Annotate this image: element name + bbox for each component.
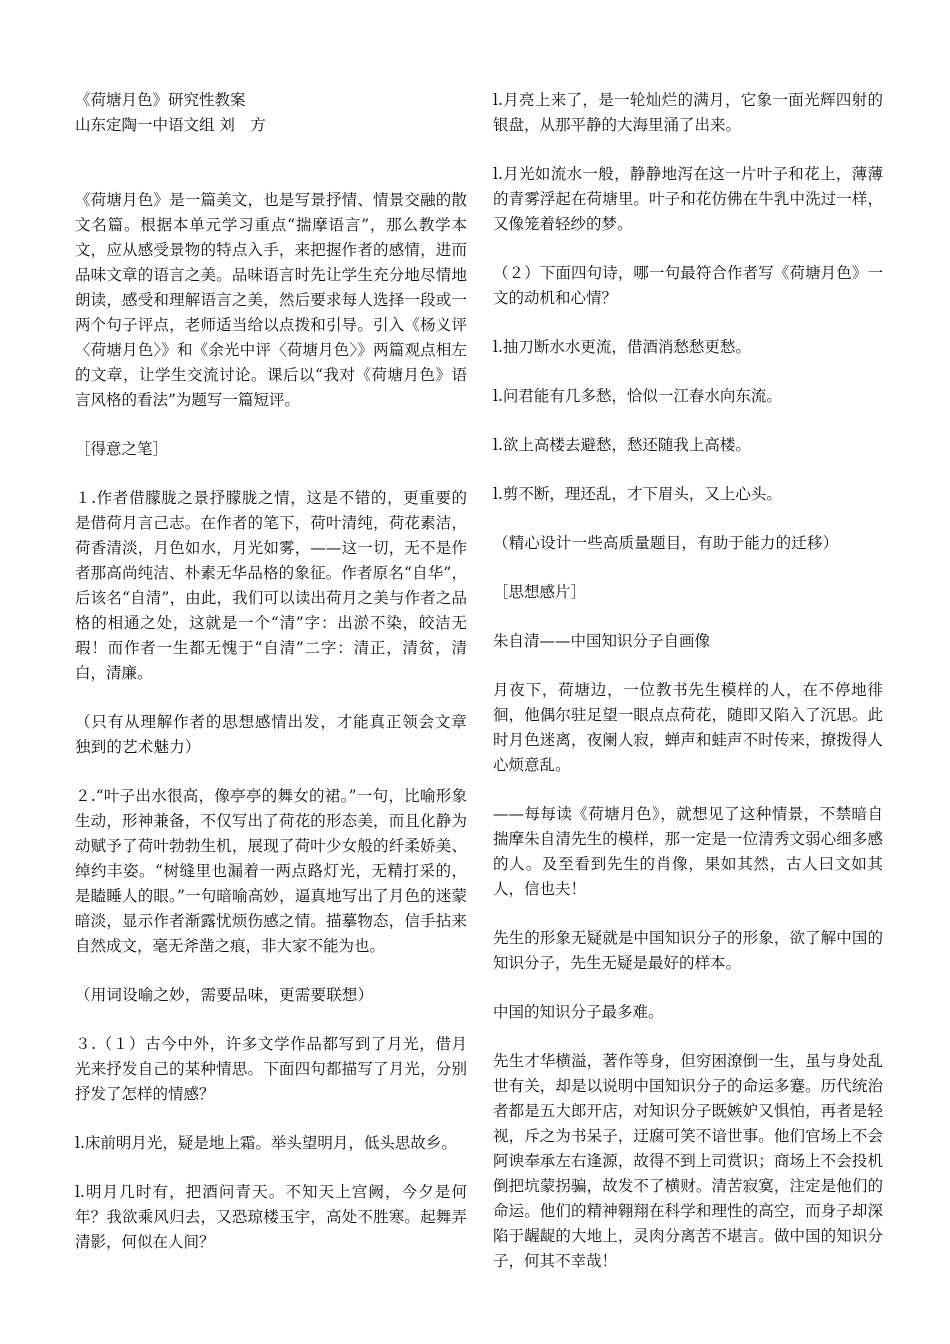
option-1: l.抽刀断水水更流，借酒消愁愁更愁。 xyxy=(493,338,751,356)
essay-paragraph-2: ——每每读《荷塘月色》，就想见了这种情景，不禁暗自揣摩朱自清先生的模样，那一定是一位清秀文弱心细多感的人。及至看到先生的肖像，果如其然，古人曰文如其人，信也夫！ xyxy=(493,805,883,898)
right-column xyxy=(493,88,883,1298)
title-block xyxy=(75,88,467,138)
point-3-paragraph: ３.（１）古今中外，许多文学作品都写到了月光，借月光来抒发自己的某种情思。下面四句都描写了月光，分别抒发了怎样的情感？ xyxy=(75,1035,467,1103)
quote-item-1: l.床前明月光，疑是地上霜。举头望明月，低头思故乡。 xyxy=(75,1134,457,1152)
option-3: l.欲上高楼去避愁，愁还随我上高楼。 xyxy=(493,436,751,454)
quote-item-3: l.月亮上来了，是一轮灿烂的满月，它象一面光辉四射的银盘，从那平静的大海里涌了出来。 xyxy=(493,91,883,134)
author-line: 山东定陶一中语文组 刘 方 xyxy=(75,116,266,134)
document-title: 《荷塘月色》研究性教案 xyxy=(75,91,246,109)
point-2-paragraph: ２.“叶子出水很高，像亭亭的舞女的裙。”一句，比喻形象生动，形神兼备，不仅写出了荷花的形态美，而且化静为动赋予了荷叶勃勃生机，展现了荷叶少女般的纤柔娇美、绰约丰姿。“树缝里也漏着一两点路灯光，无精打采的，是瞌睡人的眼。”一句暗喻高妙，逼真地写出了月色的迷蒙暗淡，显示作者渐露忧烦伤感之情。描摹物态，信手拈来自然成文，毫无斧凿之痕，非大家不能为也。 xyxy=(75,787,467,955)
subtitle: 朱自清——中国知识分子自画像 xyxy=(493,632,711,650)
essay-paragraph-3: 先生的形象无疑就是中国知识分子的形象，欲了解中国的知识分子，先生无疑是最好的样本。 xyxy=(493,929,883,972)
quote-item-2: l.明月几时有，把酒问青天。不知天上宫阙，今夕是何年？我欲乘风归去，又恐琼楼玉宇，高处不胜寒。起舞弄清影，何似在人间？ xyxy=(75,1183,467,1251)
quote-item-4: l.月光如流水一般，静静地泻在这一片叶子和花上，薄薄的青雾浮起在荷塘里。叶子和花仿佛在牛乳中洗过一样，又像笼着轻纱的梦。 xyxy=(493,165,883,233)
point-1-paragraph: １.作者借朦胧之景抒朦胧之情，这是不错的，更重要的是借荷月言己志。在作者的笔下，荷叶清纯，荷花素洁，荷香清淡，月色如水，月光如雾，——这一切，无不是作者那高尚纯洁、朴素无华品格的象征。作者原名“自华”，后该名“自清”，由此，我们可以读出荷月之美与作者之品格的相通之处，这就是一个“清”字：出淤不染，皎洁无瑕！而作者一生都无愧于“自清”二字：清正，清贫，清白，清廉。 xyxy=(75,489,467,682)
note-2: （用词设喻之妙，需要品味，更需要联想） xyxy=(75,986,374,1004)
essay-paragraph-5: 先生才华横溢，著作等身，但穷困潦倒一生，虽与身处乱世有关，却是以说明中国知识分子的命运多蹇。历代统治者都是五大郎开店，对知识分子既嫉妒又惧怕，再者是轻视，斥之为书呆子，迂腐可笑不谙世事。他们官场上不会阿谀奉承左右逢源，故得不到上司赏识；商场上不会投机倒把坑蒙拐骗，故发不了横财。清苦寂寞，注定是他们的命运。他们的精神翱翔在科学和理性的高空，而身子却深陷于龌龊的大地上，灵肉分离苦不堪言。做中国的知识分子，何其不幸哉！ xyxy=(493,1052,883,1270)
note-1: （只有从理解作者的思想感情出发，才能真正领会文章独到的艺术魅力） xyxy=(75,713,467,756)
option-2: l.问君能有几多愁，恰似一江春水向东流。 xyxy=(493,387,782,405)
option-4: l.剪不断，理还乱，才下眉头，又上心头。 xyxy=(493,485,782,503)
point-3-2-paragraph: （２）下面四句诗，哪一句最符合作者写《荷塘月色》一文的动机和心情？ xyxy=(493,264,883,307)
essay-paragraph-4: 中国的知识分子最多难。 xyxy=(493,1003,664,1021)
left-column xyxy=(75,88,467,1279)
essay-paragraph-1: 月夜下，荷塘边，一位教书先生模样的人，在不停地徘徊，他偶尔驻足望一眼点点荷花，随即又陷入了沉思。此时月色迷离，夜阑人寂，蝉声和蛙声不时传来，撩拨得人心烦意乱。 xyxy=(493,681,883,774)
intro-paragraph: 《荷塘月色》是一篇美文，也是写景抒情、情景交融的散文名篇。根据本单元学习重点“揣摩语言”，那么教学本文，应从感受景物的特点入手，来把握作者的感情，进而品味文章的语言之美。品味语言时先让学生充分地尽情地朗读，感受和理解语言之美，然后要求每人选择一段或一两个句子评点，老师适当给以点拨和引导。引入《杨义评〈荷塘月色〉》和《余光中评〈荷塘月色〉》两篇观点相左的文章，让学生交流讨论。课后以“我对《荷塘月色》语言风格的看法”为题写一篇短评。 xyxy=(75,191,467,409)
section-heading-deyi: ［得意之笔］ xyxy=(75,440,169,458)
note-3: （精心设计一些高质量题目，有助于能力的迁移） xyxy=(493,534,839,552)
section-heading-sixiang: ［思想感片］ xyxy=(493,583,587,601)
